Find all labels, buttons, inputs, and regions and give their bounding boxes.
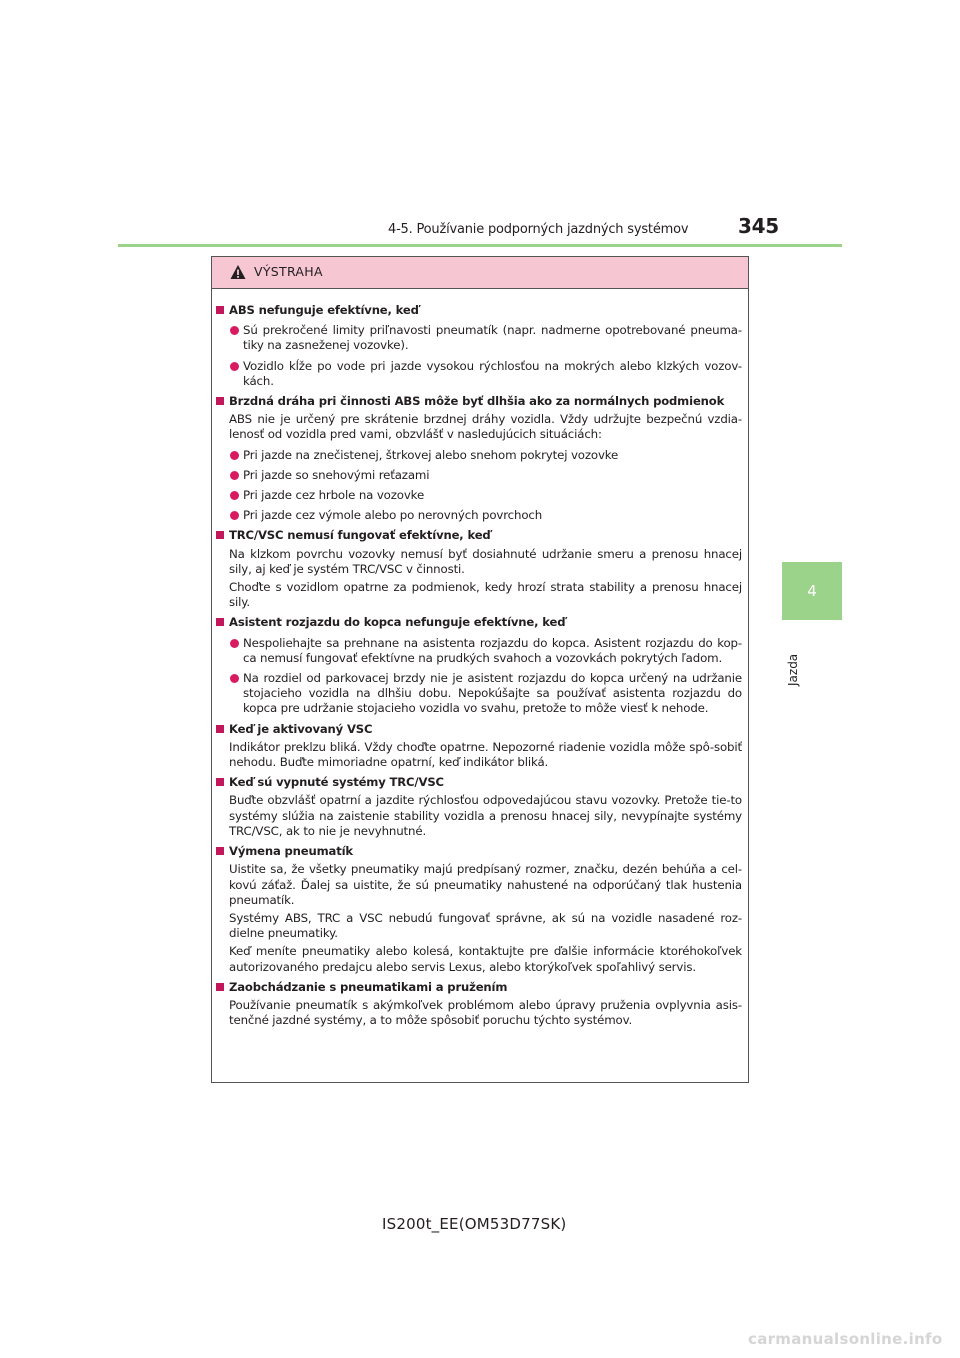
bullet-dot-icon: [230, 471, 239, 480]
section-title-text: ABS nefunguje efektívne, keď: [229, 303, 419, 317]
bullet-dot-icon: [230, 639, 239, 648]
bullet-text: Sú prekročené limity priľnavosti pneumatík (napr. nadmerne opotrebované pneuma-tiky na zasneženej vozovke).: [243, 323, 742, 353]
bullet-item: [216, 488, 742, 503]
bullet-item: [216, 636, 742, 666]
section-paragraph: Uistite sa, že všetky pneumatiky majú predpísaný rozmer, značku, dezén behúňa a cel-kovú záťaž. Ďalej sa uistite, že sú pneumatiky nahustené na odporúčaný tlak hustenia pneumatík.: [229, 862, 742, 907]
chapter-tab: [782, 562, 842, 620]
warning-triangle-icon: [230, 264, 246, 280]
section-paragraph: Systémy ABS, TRC a VSC nebudú fungovať správne, ak sú na vozidle nasadené roz-dielne pneumatiky.: [229, 910, 742, 941]
bullet-item: [216, 359, 742, 389]
section-title: [216, 615, 742, 630]
section-paragraph: Na klzkom povrchu vozovky nemusí byť dosiahnuté udržanie smeru a prenosu hnacej sily, aj keď je systém TRC/VSC v činnosti.: [229, 546, 742, 576]
square-bullet-icon: [216, 847, 224, 855]
header-rule: [118, 244, 842, 247]
bullet-text: Pri jazde cez hrbole na vozovke: [243, 488, 425, 503]
section-title-text: Zaobchádzanie s pneumatikami a pružením: [229, 979, 508, 994]
section-paragraph: Buďte obzvlášť opatrní a jazdite rýchlosťou odpovedajúcou stavu vozovky. Pretože tie-to systémy slúžia na zaistenie stability vozidla a prenosu hnacej sily, nevypínajte systémy TRC/VSC, ak to nie je nevyhnutné.: [229, 793, 742, 838]
section-paragraph: Keď meníte pneumatiky alebo kolesá, kontaktujte pre ďalšie informácie ktoréhokoľvek autorizovaného predajcu alebo servis Lexus, alebo ktorýkoľvek spoľahlivý servis.: [229, 944, 742, 974]
section-paragraph: Používanie pneumatík s akýmkoľvek problémom alebo úpravy pruženia ovplyvnia asis-tenčné jazdné systémy, a to môže spôsobiť poruchu týchto systémov.: [229, 997, 742, 1028]
bullet-dot-icon: [230, 326, 239, 335]
section-title-text: Výmena pneumatík: [229, 844, 353, 859]
square-bullet-icon: [216, 397, 224, 405]
section-title-text: Asistent rozjazdu do kopca nefunguje efektívne, keď: [229, 615, 566, 630]
section-title: [216, 980, 742, 995]
square-bullet-icon: [216, 778, 224, 786]
square-bullet-icon: [216, 306, 224, 314]
document-code: IS200t_EE(OM53D77SK): [382, 1215, 567, 1233]
chapter-label-text: Jazda: [786, 653, 800, 686]
chapter-number: 4: [807, 582, 817, 600]
section-title-text: TRC/VSC nemusí fungovať efektívne, keď: [229, 528, 491, 543]
bullet-dot-icon: [230, 451, 239, 460]
bullet-item: [216, 508, 742, 523]
bullet-text: Pri jazde so snehovými reťazami: [243, 467, 430, 482]
watermark: carmanualsonline.info: [748, 1330, 943, 1348]
square-bullet-icon: [216, 725, 224, 733]
square-bullet-icon: [216, 983, 224, 991]
bullet-text: Vozidlo kĺže po vode pri jazde vysokou rýchlosťou na mokrých alebo klzkých vozov-kách.: [243, 358, 742, 388]
warning-body: [212, 289, 748, 1028]
section-title-text: Keď je aktivovaný VSC: [229, 721, 373, 736]
chapter-label: [786, 626, 804, 686]
bullet-dot-icon: [230, 674, 239, 683]
section-title-text: Brzdná dráha pri činnosti ABS môže byť dlhšia ako za normálnych podmienok: [229, 394, 725, 409]
bullet-dot-icon: [230, 491, 239, 500]
bullet-item: [216, 448, 742, 463]
square-bullet-icon: [216, 531, 224, 539]
warning-header: [212, 257, 748, 289]
warning-box: [211, 256, 749, 1083]
bullet-item: [216, 323, 742, 353]
bullet-text: Pri jazde na znečistenej, štrkovej alebo snehom pokrytej vozovke: [243, 447, 619, 462]
section-paragraph: Indikátor preklzu bliká. Vždy choďte opatrne. Nepozorné riadenie vozidla môže spô-sobiť nehodu. Buďte mimoriadne opatrní, keď indikátor bliká.: [229, 739, 742, 770]
bullet-text: Nespoliehajte sa prehnane na asistenta rozjazdu do kopca. Asistent rozjazdu do kop-ca nemusí fungovať efektívne na prudkých svahoch a vozovkách pokrytých ľadom.: [243, 635, 742, 665]
warning-title: VÝSTRAHA: [254, 264, 323, 279]
section-title: [216, 844, 742, 859]
bullet-text: Pri jazde cez výmole alebo po nerovných povrchoch: [243, 508, 543, 523]
section-title: [216, 394, 742, 409]
bullet-item: [216, 671, 742, 717]
section-title: [216, 722, 742, 737]
section-title-text: Keď sú vypnuté systémy TRC/VSC: [229, 775, 444, 790]
section-paragraph: ABS nie je určený pre skrátenie brzdnej dráhy vozidla. Vždy udržujte bezpečnú vzdia-lenosť od vozidla pred vami, obzvlášť v nasledujúcich situáciách:: [229, 412, 742, 442]
bullet-text: Na rozdiel od parkovacej brzdy nie je asistent rozjazdu do kopca určený na udržanie stojacieho vozidla na dlhšiu dobu. Nepokúšajte sa používať asistenta rozjazdu do kopca pre udržanie stojacieho vozidla vo svahu, pretože to môže viesť k nehode.: [243, 671, 742, 716]
header-title: 4-5. Používanie podporných jazdných systémov: [388, 222, 689, 237]
section-title: [216, 303, 742, 318]
bullet-item: [216, 468, 742, 483]
section-paragraph: Choďte s vozidlom opatrne za podmienok, kedy hrozí strata stability a prenosu hnacej sily.: [229, 580, 742, 610]
square-bullet-icon: [216, 618, 224, 626]
section-title: [216, 528, 742, 543]
bullet-dot-icon: [230, 511, 239, 520]
bullet-dot-icon: [230, 362, 239, 371]
page-number: 345: [738, 214, 779, 238]
section-title: [216, 775, 742, 790]
